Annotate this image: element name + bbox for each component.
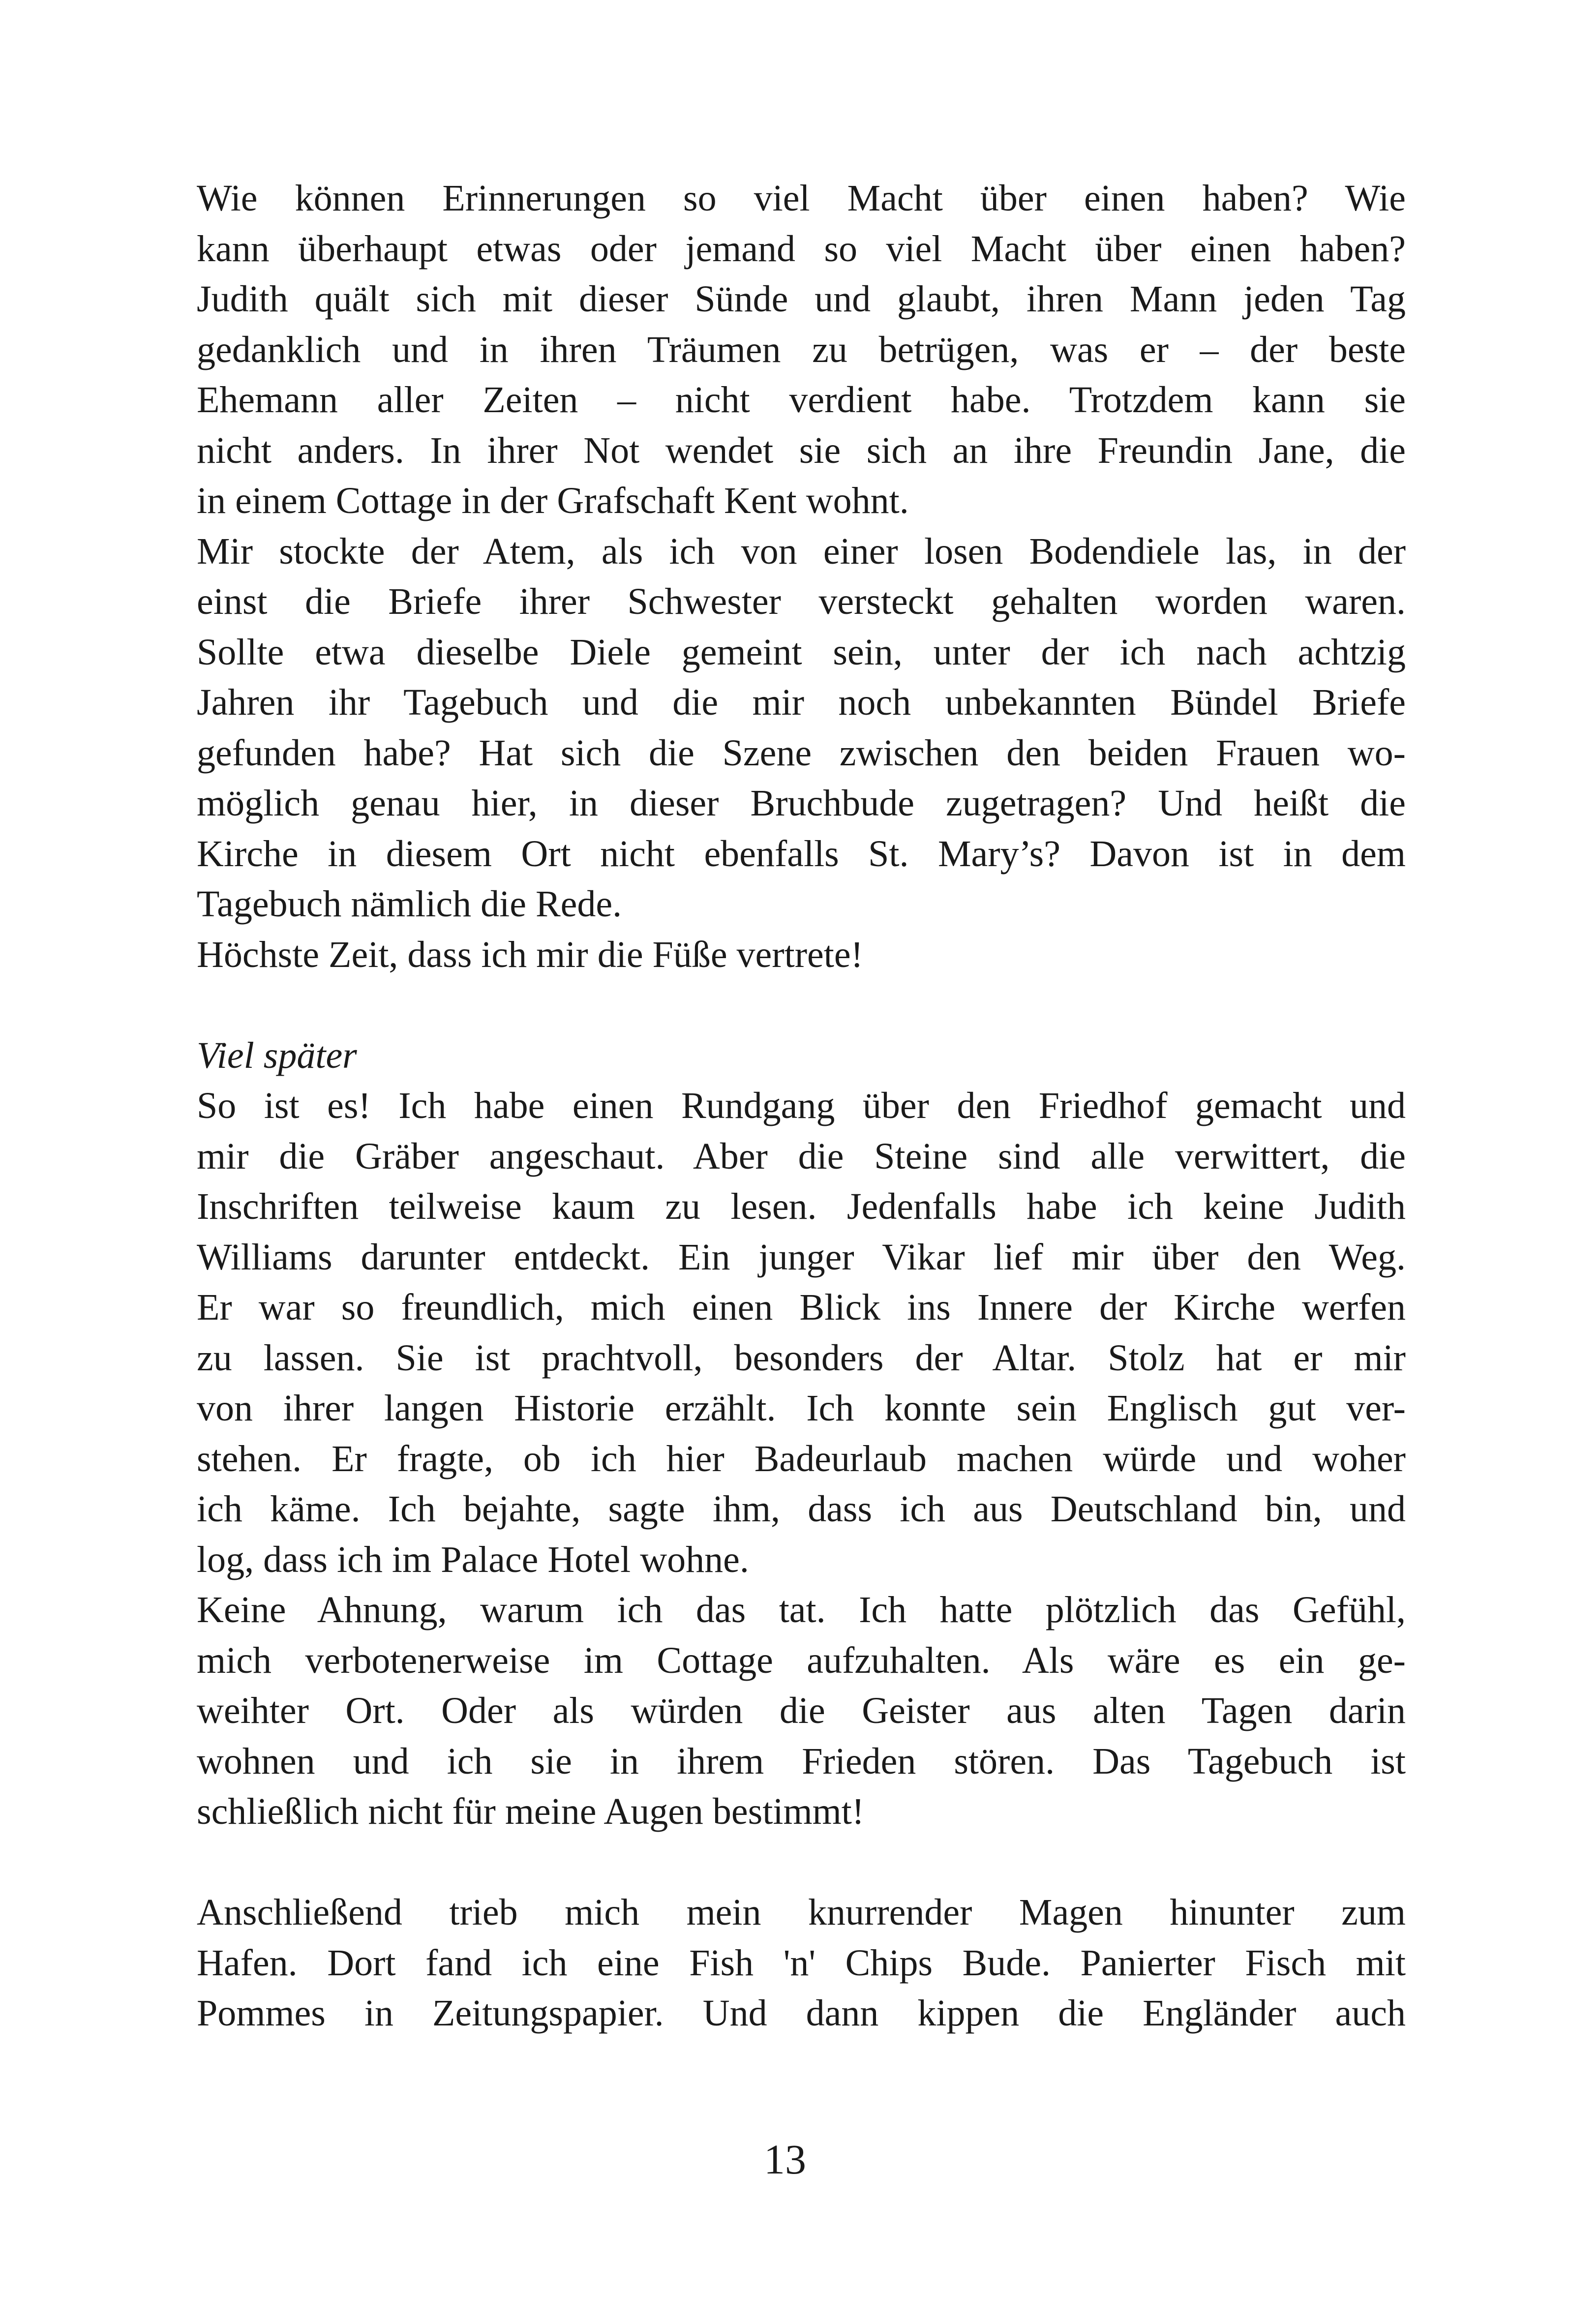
text-line: Williams darunter entdeckt. Ein junger Vikar lief mir über den Weg. xyxy=(197,1236,1406,1278)
text-line: mir die Gräber angeschaut. Aber die Steine sind alle verwittert, die xyxy=(197,1135,1406,1177)
text-line: nicht anders. In ihrer Not wendet sie sich an ihre Freundin Jane, die xyxy=(197,429,1406,471)
text-line: stehen. Er fragte, ob ich hier Badeurlaub machen würde und woher xyxy=(197,1438,1406,1479)
body-text xyxy=(197,173,1406,2039)
text-line: Hafen. Dort fand ich eine Fish 'n' Chips Bude. Panierter Fisch mit xyxy=(197,1942,1406,1984)
text-line: ich käme. Ich bejahte, sagte ihm, dass ich aus Deutschland bin, und xyxy=(197,1488,1406,1530)
text-line: von ihrer langen Historie erzählt. Ich konnte sein Englisch gut ver- xyxy=(197,1388,1406,1429)
text-line: Inschriften teilweise kaum zu lesen. Jedenfalls habe ich keine Judith xyxy=(197,1186,1406,1227)
text-line: Keine Ahnung, warum ich das tat. Ich hatte plötzlich das Gefühl, xyxy=(197,1589,1406,1630)
section-heading: Viel später xyxy=(197,1034,357,1076)
blank-line xyxy=(197,1837,1406,1888)
text-line: log, dass ich im Palace Hotel wohne. xyxy=(197,1539,749,1580)
text-line: Pommes in Zeitungspapier. Und dann kippen die Engländer auch xyxy=(197,1992,1406,2034)
text-line: gefunden habe? Hat sich die Szene zwischen den beiden Frauen wo- xyxy=(197,732,1406,774)
text-line: Jahren ihr Tagebuch und die mir noch unbekannten Bündel Briefe xyxy=(197,682,1406,723)
text-line: zu lassen. Sie ist prachtvoll, besonders der Altar. Stolz hat er mir xyxy=(197,1337,1406,1379)
text-line: Höchste Zeit, dass ich mir die Füße vertrete! xyxy=(197,934,863,975)
text-line: kann überhaupt etwas oder jemand so viel Macht über einen haben? xyxy=(197,228,1406,270)
text-line: Judith quält sich mit dieser Sünde und glaubt, ihren Mann jeden Tag xyxy=(197,278,1406,320)
text-line: Kirche in diesem Ort nicht ebenfalls St. Mary’s? Davon ist in dem xyxy=(197,833,1406,875)
blank-line xyxy=(197,980,1406,1030)
text-line: Ehemann aller Zeiten – nicht verdient habe. Trotzdem kann sie xyxy=(197,379,1406,421)
text-line: möglich genau hier, in dieser Bruchbude zugetragen? Und heißt die xyxy=(197,783,1406,824)
text-line: So ist es! Ich habe einen Rundgang über den Friedhof gemacht und xyxy=(197,1085,1406,1126)
text-line: Mir stockte der Atem, als ich von einer losen Bodendiele las, in der xyxy=(197,530,1406,572)
text-line: Wie können Erinnerungen so viel Macht über einen haben? Wie xyxy=(197,178,1406,219)
text-line: in einem Cottage in der Grafschaft Kent wohnt. xyxy=(197,480,909,521)
text-line: Er war so freundlich, mich einen Blick ins Innere der Kirche werfen xyxy=(197,1287,1406,1328)
text-line: einst die Briefe ihrer Schwester versteckt gehalten worden waren. xyxy=(197,581,1406,622)
page-number: 13 xyxy=(764,2136,806,2183)
text-line: Tagebuch nämlich die Rede. xyxy=(197,883,622,925)
text-line: schließlich nicht für meine Augen bestimmt! xyxy=(197,1791,865,1832)
text-line: weihter Ort. Oder als würden die Geister aus alten Tagen darin xyxy=(197,1690,1406,1731)
text-line: Sollte etwa dieselbe Diele gemeint sein, unter der ich nach achtzig xyxy=(197,631,1406,673)
text-line: mich verbotenerweise im Cottage aufzuhalten. Als wäre es ein ge- xyxy=(197,1639,1406,1681)
text-line: wohnen und ich sie in ihrem Frieden stören. Das Tagebuch ist xyxy=(197,1740,1406,1782)
text-line: Anschließend trieb mich mein knurrender Magen hinunter zum xyxy=(197,1892,1406,1933)
text-line: gedanklich und in ihren Träumen zu betrügen, was er – der beste xyxy=(197,329,1406,370)
